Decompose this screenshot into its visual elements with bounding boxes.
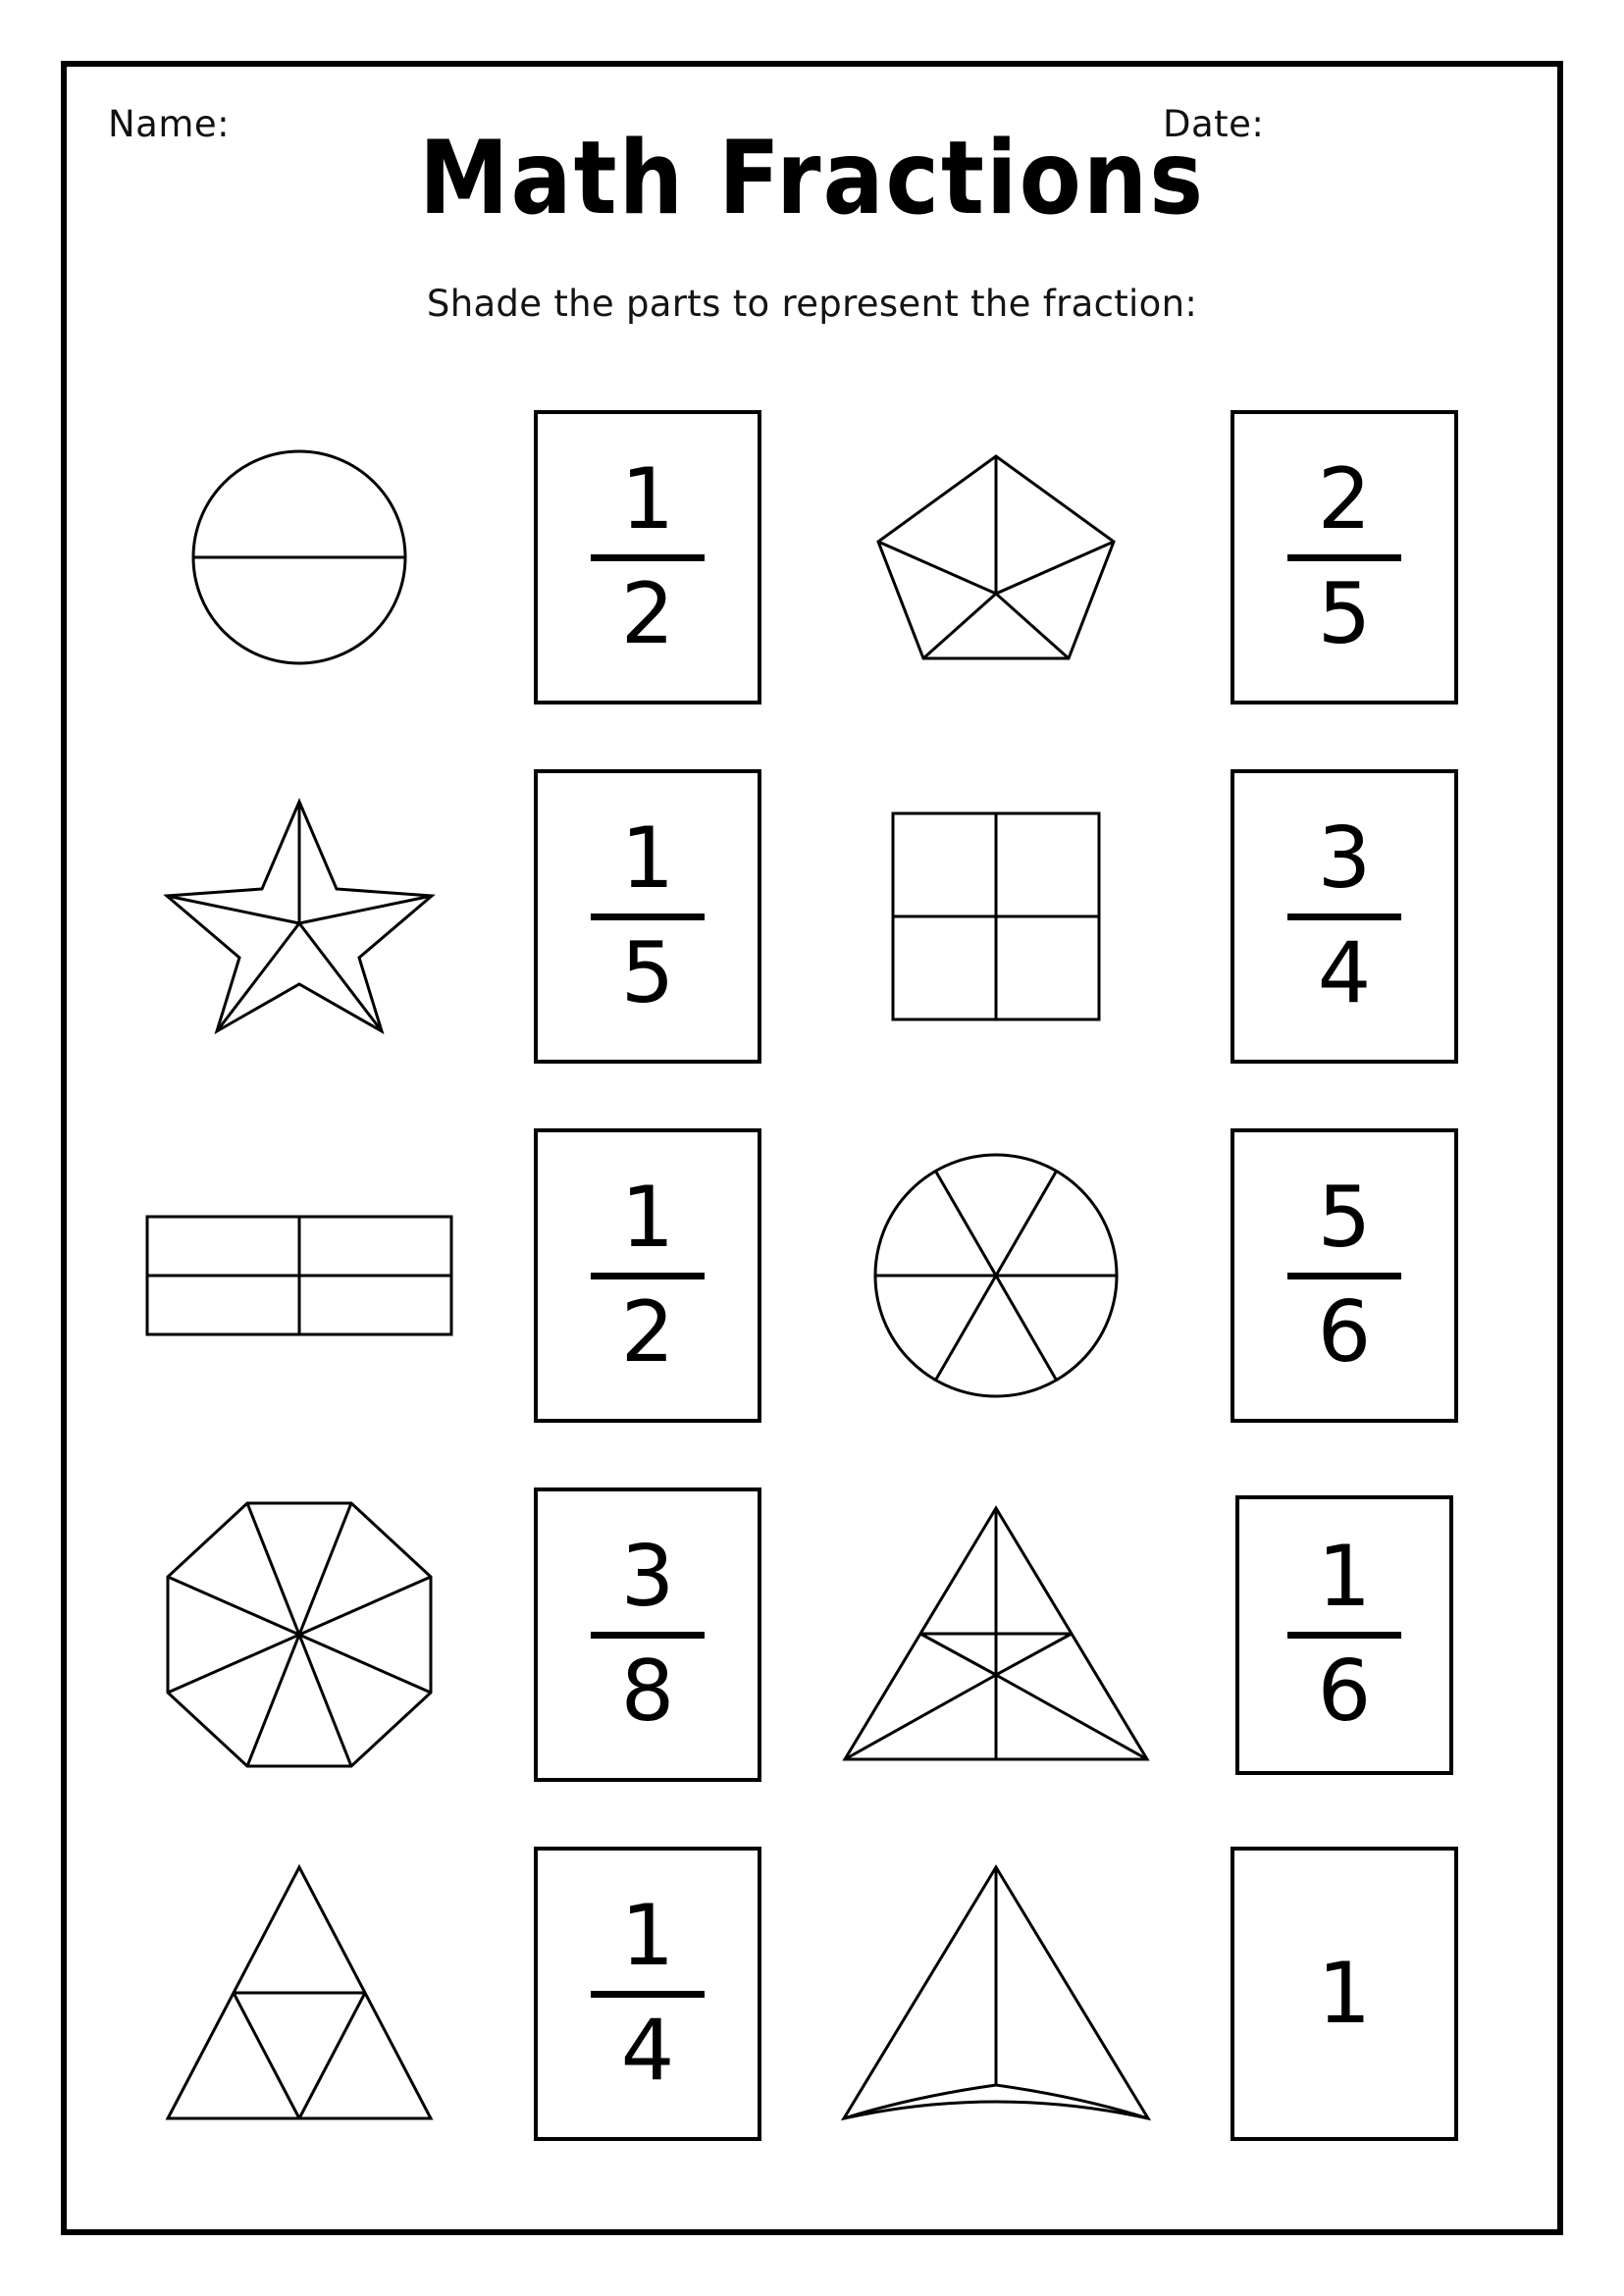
problem-row <box>118 1096 1511 1455</box>
instruction-text: Shade the parts to represent the fraction: <box>426 283 1198 325</box>
denominator: 6 <box>1317 1282 1372 1382</box>
fraction-bar <box>591 1632 705 1639</box>
numerator: 1 <box>620 1886 675 1985</box>
fraction-box[interactable] <box>1231 410 1458 704</box>
triangle-quarters-icon <box>162 1861 437 2126</box>
fraction-cell <box>481 769 814 1064</box>
shape-cell <box>814 808 1178 1025</box>
square-quarters-icon <box>887 808 1105 1025</box>
shape-cell <box>118 444 481 670</box>
fraction-cell <box>1178 1495 1511 1775</box>
numerator: 3 <box>620 1527 675 1626</box>
problem-row <box>118 378 1511 737</box>
fraction-bar <box>591 913 705 920</box>
denominator: 5 <box>620 923 675 1022</box>
circle-halves-icon <box>186 444 412 670</box>
name-label: Name: <box>108 103 231 145</box>
fraction-cell <box>1178 410 1511 704</box>
fraction-bar <box>591 1273 705 1279</box>
shape-cell <box>118 1861 481 2126</box>
fraction-box[interactable] <box>534 410 761 704</box>
numerator: 1 <box>620 809 675 908</box>
star-fifths-icon <box>157 794 442 1039</box>
circle-sixths-icon <box>868 1148 1124 1403</box>
fraction-box[interactable] <box>534 1487 761 1782</box>
denominator: 6 <box>1317 1642 1372 1741</box>
fraction-cell <box>1178 769 1511 1064</box>
fraction-bar <box>1287 1273 1401 1279</box>
problem-row <box>118 1455 1511 1814</box>
fraction-cell <box>481 1847 814 2141</box>
numerator: 1 <box>620 449 675 548</box>
fraction-box[interactable] <box>1231 769 1458 1064</box>
whole-number: 1 <box>1317 1945 1372 2043</box>
fraction-box[interactable] <box>1235 1495 1453 1775</box>
numerator: 1 <box>620 1168 675 1267</box>
triangle-thirds-icon <box>834 1861 1158 2126</box>
numerator: 3 <box>1317 809 1372 908</box>
fraction-cell <box>1178 1847 1511 2141</box>
shape-cell <box>814 1861 1178 2126</box>
rectangle-quarters-icon <box>142 1212 456 1339</box>
numerator: 2 <box>1317 449 1372 548</box>
fraction-bar <box>591 554 705 561</box>
fraction-cell <box>481 1487 814 1782</box>
fraction-box[interactable] <box>1231 1847 1458 2141</box>
shape-cell <box>118 1497 481 1772</box>
denominator: 2 <box>620 564 675 663</box>
numerator: 5 <box>1317 1168 1372 1267</box>
pentagon-fifths-icon <box>871 444 1122 670</box>
fraction-box[interactable] <box>534 1847 761 2141</box>
fraction-cell <box>481 410 814 704</box>
denominator: 4 <box>620 2001 675 2100</box>
date-label: Date: <box>1163 103 1265 145</box>
fraction-cell <box>481 1128 814 1423</box>
fraction-bar <box>1287 1632 1401 1639</box>
denominator: 5 <box>1317 564 1372 663</box>
fraction-box[interactable] <box>534 769 761 1064</box>
denominator: 8 <box>620 1642 675 1741</box>
numerator: 1 <box>1317 1527 1372 1626</box>
fraction-bar <box>1287 913 1401 920</box>
fraction-box[interactable] <box>534 1128 761 1423</box>
problems-grid <box>118 378 1511 2173</box>
fraction-bar <box>591 1991 705 1998</box>
fraction-box[interactable] <box>1231 1128 1458 1423</box>
shape-cell <box>118 794 481 1039</box>
shape-cell <box>814 1502 1178 1767</box>
denominator: 4 <box>1317 923 1372 1022</box>
page-title: Math Fractions <box>418 120 1206 237</box>
fraction-bar <box>1287 554 1401 561</box>
shape-cell <box>118 1212 481 1339</box>
shape-cell <box>814 444 1178 670</box>
problem-row <box>118 737 1511 1096</box>
fraction-cell <box>1178 1128 1511 1423</box>
denominator: 2 <box>620 1282 675 1382</box>
problem-row <box>118 1814 1511 2173</box>
triangle-sixths-icon <box>839 1502 1153 1767</box>
octagon-eighths-icon <box>152 1497 446 1772</box>
shape-cell <box>814 1148 1178 1403</box>
